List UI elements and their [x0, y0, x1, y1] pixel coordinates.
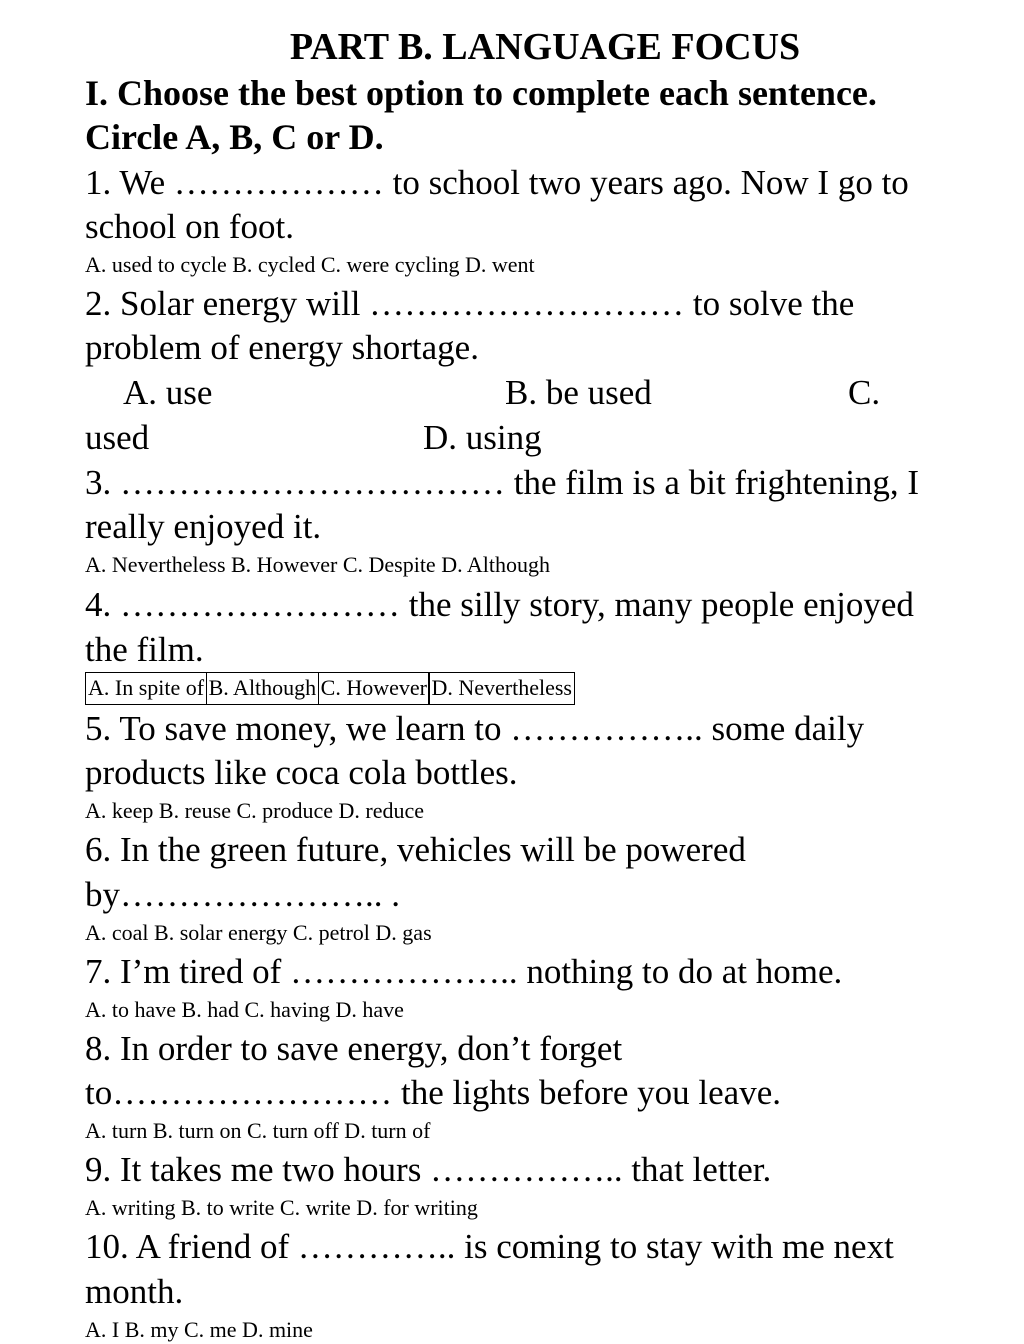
question-10-text-cont: month.: [85, 1272, 184, 1311]
question-4-options-table: [85, 672, 575, 705]
question-5-options: A. keep B. reuse C. produce D. reduce: [85, 798, 425, 823]
question-5-text-cont: products like coca cola bottles.: [85, 753, 518, 792]
question-1-options: A. used to cycle B. cycled C. were cycling D. went: [85, 252, 535, 277]
question-3-text-cont: really enjoyed it.: [85, 507, 322, 546]
question-2-option-b: B. be used: [505, 373, 652, 412]
question-4-option-d: D. Nevertheless: [428, 672, 575, 705]
question-8-options: A. turn B. turn on C. turn off D. turn of: [85, 1118, 431, 1143]
question-2-option-d: D. using: [423, 418, 542, 457]
question-8-text-cont: to…………………… the lights before you leave.: [85, 1073, 781, 1112]
question-9-options: A. writing B. to write C. write D. for writing: [85, 1195, 478, 1220]
question-7-text: 7. I’m tired of ……………….. nothing to do at home.: [85, 952, 843, 991]
question-2-text-cont: problem of energy shortage.: [85, 328, 479, 367]
question-4-option-a: A. In spite of: [85, 672, 207, 705]
question-3-options: A. Nevertheless B. However C. Despite D. Although: [85, 552, 550, 577]
question-10-options: A. I B. my C. me D. mine: [85, 1317, 313, 1342]
question-2-option-c-label: C.: [848, 373, 881, 412]
question-5-text: 5. To save money, we learn to …………….. some daily: [85, 709, 865, 748]
question-1-text-cont: school on foot.: [85, 207, 295, 246]
question-10-text: 10. A friend of ………….. is coming to stay with me next: [85, 1227, 894, 1266]
question-2-option-c-text: used: [85, 418, 150, 457]
question-4-text-cont: the film.: [85, 630, 204, 669]
instruction-line-1: I. Choose the best option to complete each sentence.: [85, 73, 877, 113]
question-3-text: 3. …………………………… the film is a bit frightening, I: [85, 463, 920, 502]
question-6-text-cont: by………………….. .: [85, 875, 400, 914]
question-8-text: 8. In order to save energy, don’t forget: [85, 1029, 623, 1068]
question-9-text: 9. It takes me two hours …………….. that letter.: [85, 1150, 772, 1189]
question-2-text: 2. Solar energy will ……………………… to solve the: [85, 284, 855, 323]
question-2-option-a: A. use: [123, 373, 213, 412]
question-6-options: A. coal B. solar energy C. petrol D. gas: [85, 920, 432, 945]
instruction-line-2: Circle A, B, C or D.: [85, 117, 384, 157]
question-1-text: 1. We ……………… to school two years ago. Now I go to: [85, 163, 909, 202]
question-4-text: 4. …………………… the silly story, many people enjoyed: [85, 585, 914, 624]
page-title: PART B. LANGUAGE FOCUS: [289, 26, 801, 68]
question-7-options: A. to have B. had C. having D. have: [85, 997, 404, 1022]
question-4-option-c: C. However: [318, 672, 430, 705]
question-6-text: 6. In the green future, vehicles will be powered: [85, 830, 746, 869]
question-4-option-b: B. Although: [206, 672, 320, 705]
